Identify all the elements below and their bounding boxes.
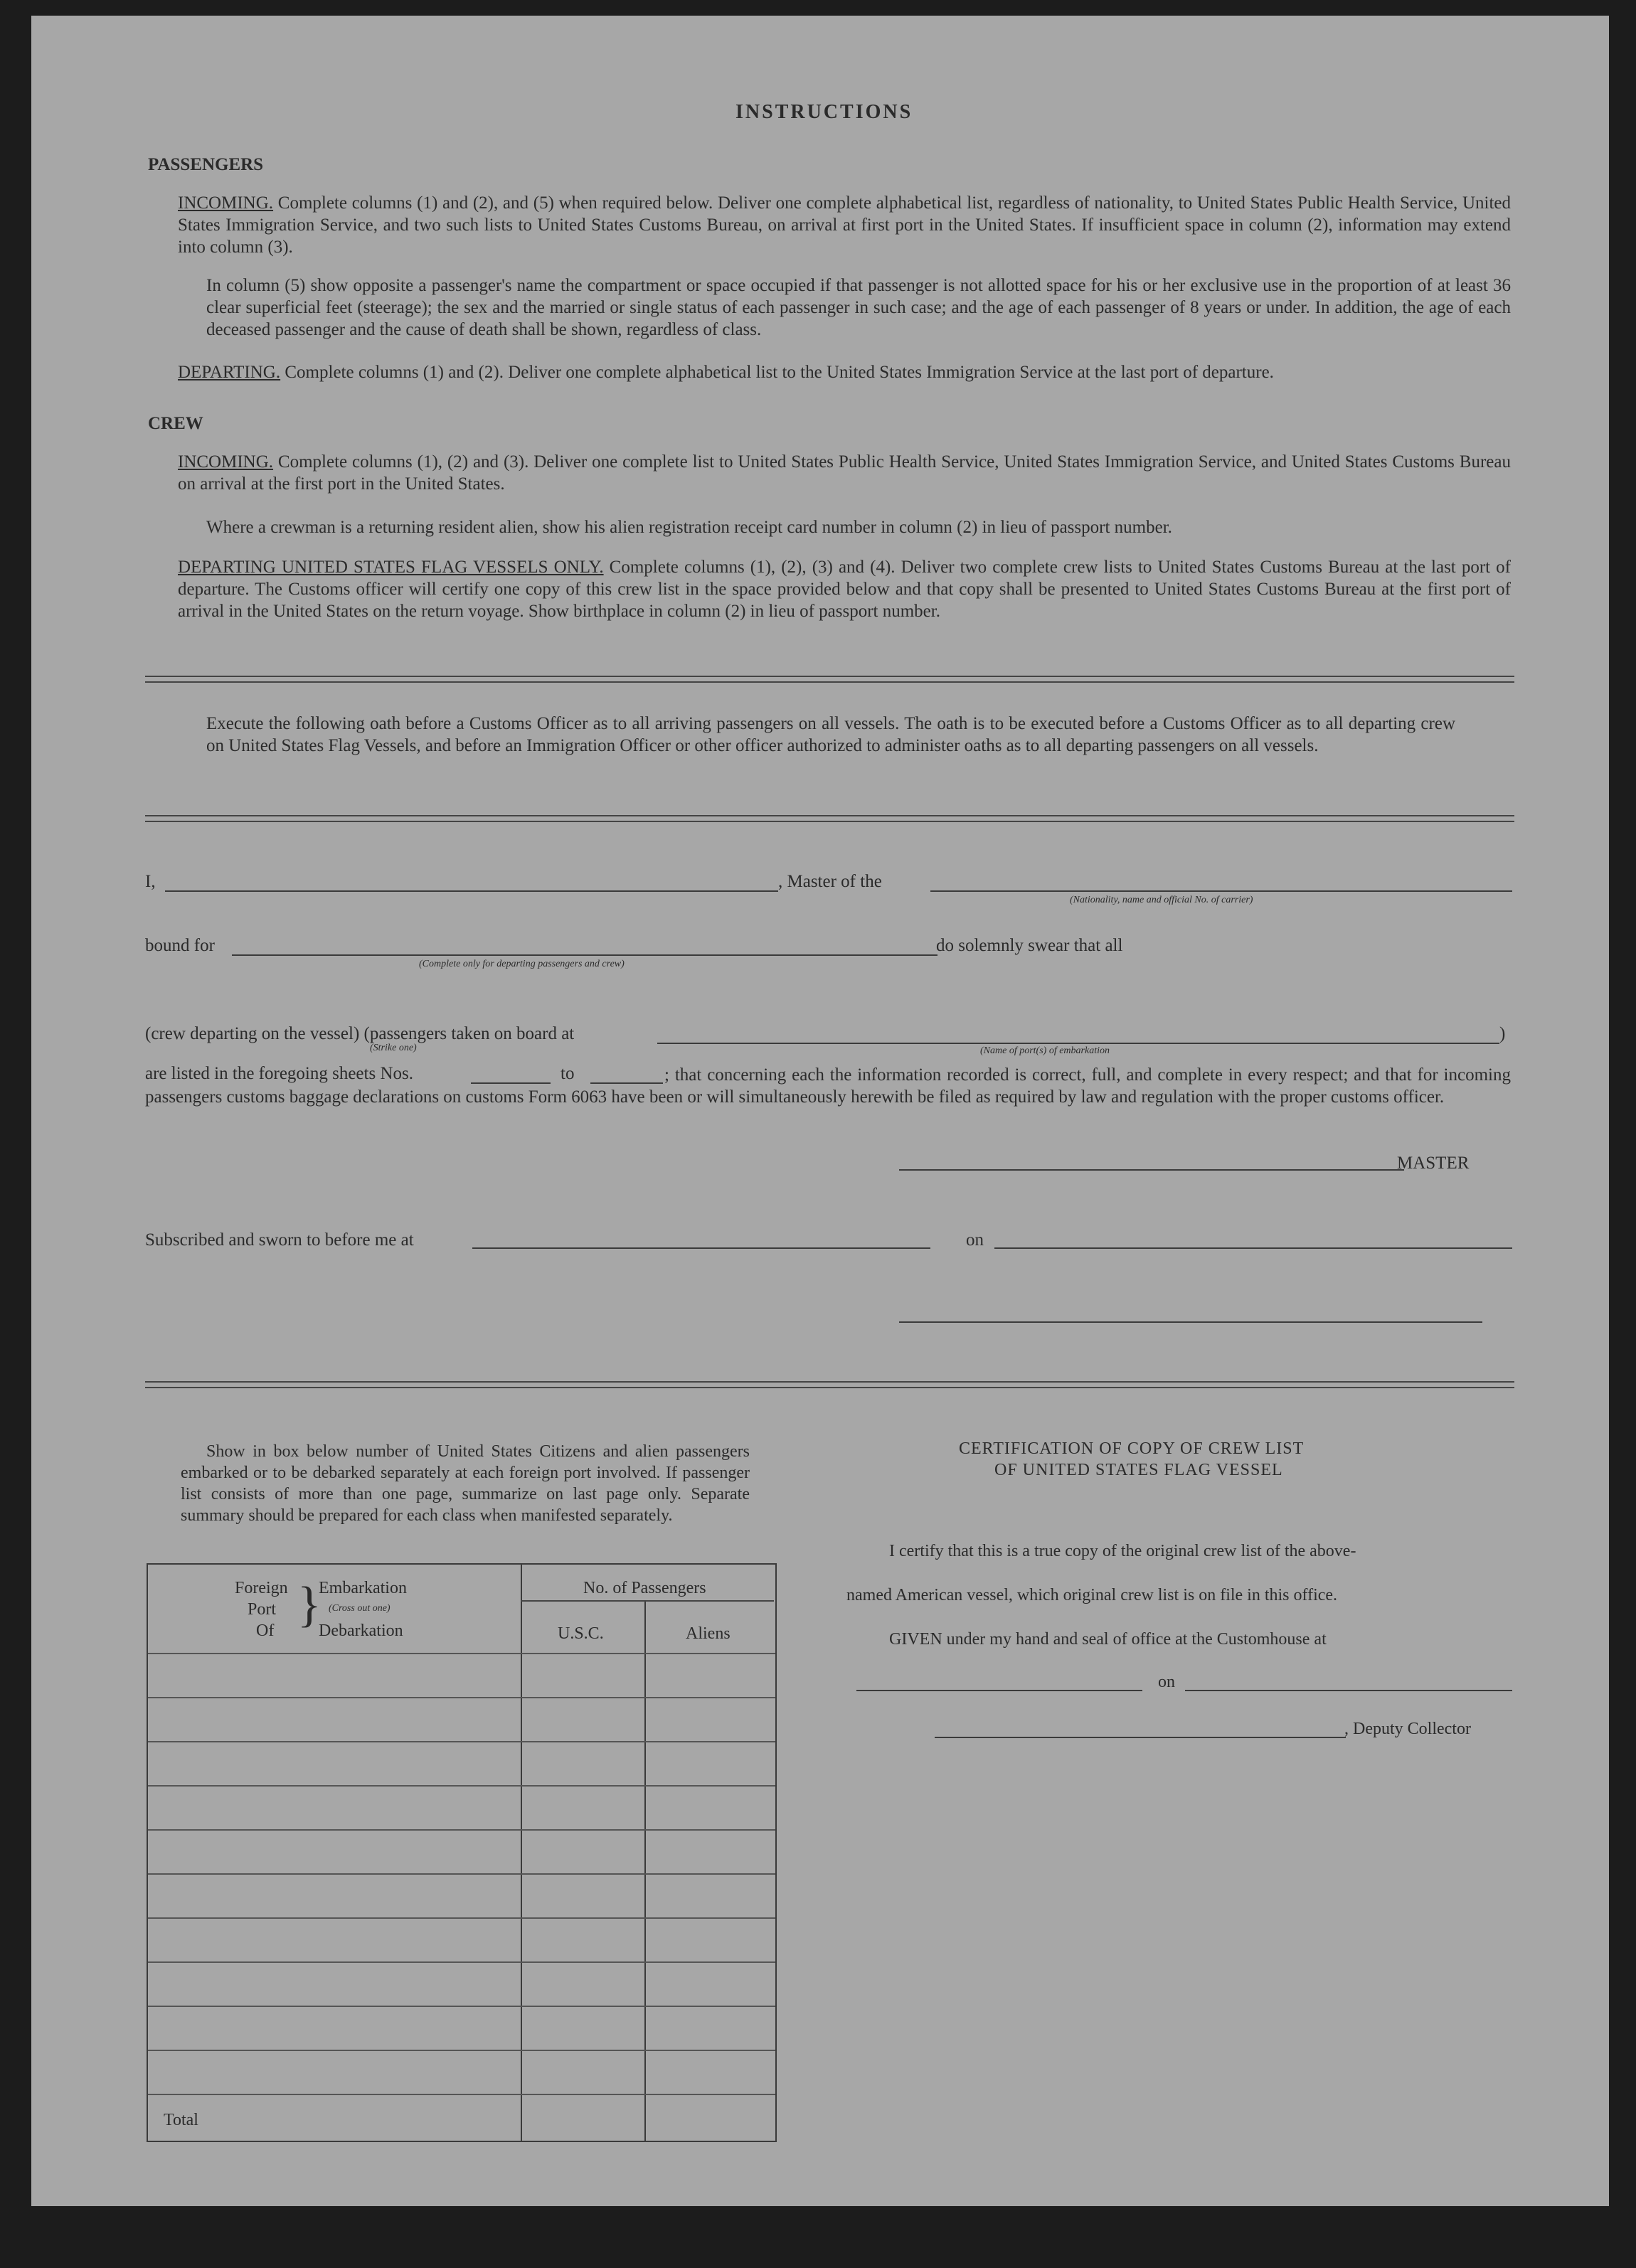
cross-out-hint: (Cross out one) (329, 1603, 391, 1614)
port-label: Port (248, 1600, 277, 1619)
table-row[interactable] (148, 2094, 775, 2095)
foreign-label: Foreign (235, 1579, 288, 1597)
crew-departing-text: (crew departing on the vessel) (passengers taken on board at (145, 1024, 575, 1043)
bound-for-hint: (Complete only for departing passengers and crew) (419, 959, 625, 969)
passengers-incoming-paragraph (178, 192, 1511, 258)
divider-rule (145, 821, 1514, 822)
table-rule (521, 1600, 774, 1602)
master-name-field[interactable] (165, 890, 778, 892)
of-label: Of (256, 1622, 275, 1640)
sheets-rest-text (145, 1064, 1511, 1108)
close-paren: ) (1499, 1024, 1506, 1043)
sheets-prefix: are listed in the foregoing sheets Nos. (145, 1064, 413, 1083)
table-row[interactable] (148, 2050, 775, 2051)
crew-heading: CREW (148, 414, 203, 433)
no-passengers-header: No. of Passengers (583, 1579, 706, 1597)
swear-text: do solemnly swear that all (936, 936, 1123, 955)
divider-rule (145, 1381, 1514, 1383)
table-divider (521, 1565, 522, 2141)
subscribed-place-field[interactable] (472, 1247, 930, 1249)
sheets-to-label: to (561, 1064, 575, 1083)
customhouse-place-field[interactable] (856, 1690, 1142, 1691)
carrier-hint: (Nationality, name and official No. of carrier) (1070, 895, 1253, 905)
passengers-heading: PASSENGERS (148, 155, 264, 174)
certification-title-1: CERTIFICATION OF COPY OF CREW LIST (959, 1439, 1305, 1458)
subscribed-on-label: on (966, 1230, 984, 1250)
table-row[interactable] (148, 1961, 775, 1963)
form-sheet (31, 16, 1609, 2206)
certification-title-2: OF UNITED STATES FLAG VESSEL (994, 1461, 1283, 1479)
crew-departing-paragraph (178, 556, 1511, 622)
table-row[interactable] (148, 1873, 775, 1875)
strike-one-hint: (Strike one) (370, 1043, 417, 1053)
table-row[interactable] (148, 2006, 775, 2007)
crew-departing-text: Complete columns (1), (2), (3) and (4). Deliver two complete crew lists to United States Customs Bureau at the last port of departure. The Customs officer will certify one copy of this crew list in the space provided below and that copy shall be presented to United States Customs Bureau at the first port of arrival in the United States on the return voyage. Show birthplace in column (2) in lieu of passport number. (178, 558, 1512, 621)
passengers-departing-label: DEPARTING. (178, 363, 281, 382)
divider-rule (145, 676, 1514, 677)
deputy-signature-field[interactable] (935, 1737, 1346, 1738)
passengers-incoming-label: INCOMING. (178, 193, 274, 213)
subscribed-date-field[interactable] (994, 1247, 1512, 1249)
passengers-column5-paragraph: In column (5) show opposite a passenger's name the compartment or space occupied if that passenger is not allotted space for his or her exclusive use in the proportion of at least 36 clear superficial feet (steerage); the sex and the married or single status of each passenger in such case; and the age of each passenger of 8 years or under. In addition, the age of each deceased passenger and the cause of death shall be shown, regardless of class. (206, 276, 1511, 339)
divider-rule (145, 681, 1514, 683)
table-row[interactable] (148, 1829, 775, 1831)
brace: } (297, 1577, 322, 1632)
sheets-rest-span: ; that concerning each the information recorded is correct, full, and complete in every respect; and that for incoming passengers customs baggage declarations on customs Form 6063 have been or will simultaneously herewith be filed as required by law and regulation with the proper customs officer. (145, 1065, 1511, 1107)
oath-intro-paragraph: Execute the following oath before a Customs Officer as to all arriving passengers on all vessels. The oath is to be executed before a Customs Officer as to all departing crew on United States Flag Vessels, and before an Immigration Officer or other officer authorized to administer oaths as to all departing passengers on all vessels. (206, 714, 1455, 755)
usc-header: U.S.C. (558, 1624, 604, 1643)
table-row[interactable] (148, 1741, 775, 1742)
crew-incoming-text: Complete columns (1), (2) and (3). Deliver one complete list to United States Public Health Service, United States Immigration Service, and United States Customs Bureau on arrival at the first port in the United States. (178, 452, 1511, 494)
page-title: INSTRUCTIONS (735, 101, 913, 123)
deputy-collector-label: , Deputy Collector (1344, 1720, 1471, 1738)
certify-line-2: named American vessel, which original crew list is on file in this office. (846, 1586, 1338, 1604)
crew-incoming-paragraph (178, 451, 1511, 495)
carrier-field[interactable] (930, 890, 1512, 892)
crew-incoming-label: INCOMING. (178, 452, 274, 472)
officer-signature-field[interactable] (899, 1321, 1482, 1323)
table-row[interactable] (148, 1785, 775, 1787)
certification-on-label: on (1158, 1673, 1175, 1691)
given-line: GIVEN under my hand and seal of office at the Customhouse at (889, 1630, 1327, 1649)
divider-rule (145, 1387, 1514, 1388)
certification-date-field[interactable] (1185, 1690, 1512, 1691)
ports-hint: (Name of port(s) of embarkation (980, 1045, 1110, 1056)
bound-for-field[interactable] (232, 954, 937, 956)
summary-instructions: Show in box below number of United States Citizens and alien passengers embarked or to be debarked separately at each foreign port involved. If passenger list consists of more than one page, summarize on last page only. Separate summary should be prepared for each class when manifested separately. (181, 1442, 750, 1525)
table-divider (644, 1600, 646, 2141)
embarkation-ports-field[interactable] (657, 1043, 1499, 1044)
subscribed-label: Subscribed and sworn to before me at (145, 1230, 414, 1250)
debarkation-label: Debarkation (319, 1622, 403, 1640)
oath-master-of-label: , Master of the (778, 872, 882, 891)
passengers-incoming-text: Complete columns (1) and (2), and (5) when required below. Deliver one complete alphabetical list, regardless of nationality, to United States Public Health Service, United States Immigration Service, and two such lists to United States Customs Bureau, on arrival at first port in the United States. If insufficient space in column (2), information may extend into column (3). (178, 193, 1512, 257)
bound-for-label: bound for (145, 936, 215, 955)
table-row[interactable] (148, 1697, 775, 1698)
table-row[interactable] (148, 1653, 775, 1654)
aliens-header: Aliens (686, 1624, 731, 1643)
master-label: MASTER (1397, 1154, 1470, 1173)
table-row[interactable] (148, 1917, 775, 1919)
master-signature-field[interactable] (899, 1169, 1404, 1171)
total-label: Total (164, 2111, 198, 2129)
passengers-departing-text: Complete columns (1) and (2). Deliver one complete alphabetical list to the United States Immigration Service at the last port of departure. (285, 363, 1274, 382)
embarkation-label: Embarkation (319, 1579, 407, 1597)
oath-i-label: I, (145, 872, 156, 891)
crew-departing-label: DEPARTING UNITED STATES FLAG VESSELS ONLY. (178, 558, 604, 577)
passengers-departing-paragraph (178, 361, 1511, 383)
certify-line-1: I certify that this is a true copy of the original crew list of the above- (889, 1542, 1356, 1560)
passenger-summary-table (147, 1563, 777, 2142)
crew-alien-paragraph: Where a crewman is a returning resident alien, show his alien registration receipt card number in column (2) in lieu of passport number. (206, 518, 1172, 537)
divider-rule (145, 815, 1514, 816)
